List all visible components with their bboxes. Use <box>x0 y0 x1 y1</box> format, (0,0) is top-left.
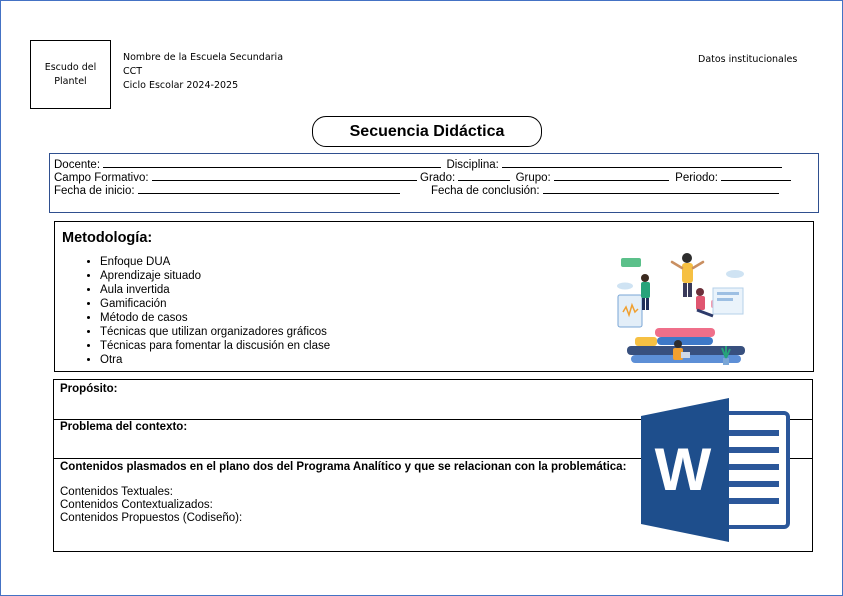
methodology-item: • Técnicas que utilizan organizadores gráficos <box>100 325 330 339</box>
fecha-inicio-label: Fecha de inicio: <box>54 185 135 197</box>
info-box <box>49 153 819 213</box>
disciplina-label: Disciplina: <box>446 159 499 171</box>
document-title: Secuencia Didáctica <box>312 116 542 147</box>
contextualized-contents-label: Contenidos Contextualizados: <box>60 499 213 511</box>
info-row-1 <box>54 157 782 171</box>
campo-label: Campo Formativo: <box>54 172 149 184</box>
methodology-title: Metodología: <box>62 230 153 246</box>
school-cycle: Ciclo Escolar 2024-2025 <box>123 80 239 91</box>
info-row-3 <box>54 183 779 197</box>
disciplina-field[interactable] <box>502 157 782 168</box>
methodology-item: • Aula invertida <box>100 283 330 297</box>
contents-lines <box>60 486 242 525</box>
school-info <box>123 51 283 93</box>
word-logo-icon <box>641 397 791 543</box>
institutional-data: Datos institucionales <box>698 54 798 65</box>
grado-field[interactable] <box>458 170 510 181</box>
textual-contents-label: Contenidos Textuales: <box>60 486 173 498</box>
methodology-item: • Enfoque DUA <box>100 255 330 269</box>
grado-label: Grado: <box>420 172 456 184</box>
campo-field[interactable] <box>152 170 417 181</box>
school-name: Nombre de la Escuela Secundaria <box>123 52 284 63</box>
students-learning-illustration <box>615 248 755 366</box>
school-cct: CCT <box>123 66 143 77</box>
word-logo-letter: W <box>654 436 712 503</box>
docente-field[interactable] <box>103 157 441 168</box>
context-problem-label: Problema del contexto: <box>60 421 188 433</box>
methodology-list <box>81 255 330 367</box>
fecha-conclusion-label: Fecha de conclusión: <box>430 185 540 197</box>
methodology-item: • Gamificación <box>100 297 330 311</box>
purpose-label: Propósito: <box>60 383 118 395</box>
docente-label: Docente: <box>54 159 101 171</box>
grupo-field[interactable] <box>554 170 669 181</box>
grupo-label: Grupo: <box>515 172 551 184</box>
info-row-2 <box>54 170 791 184</box>
fecha-inicio-field[interactable] <box>138 183 400 194</box>
methodology-item: • Otra <box>100 353 330 367</box>
contents-title: Contenidos plasmados en el plano dos del Programa Analítico y que se relacionan con la problemática: <box>60 461 627 473</box>
methodology-item: • Método de casos <box>100 311 330 325</box>
periodo-field[interactable] <box>721 170 791 181</box>
fecha-conclusion-field[interactable] <box>543 183 779 194</box>
methodology-item: • Aprendizaje situado <box>100 269 330 283</box>
periodo-label: Periodo: <box>675 172 718 184</box>
methodology-item: • Técnicas para fomentar la discusión en clase <box>100 339 330 353</box>
proposed-contents-label: Contenidos Propuestos (Codiseño): <box>60 512 243 524</box>
methodology-box <box>54 221 814 372</box>
school-crest-placeholder: Escudo del Plantel <box>30 40 111 109</box>
